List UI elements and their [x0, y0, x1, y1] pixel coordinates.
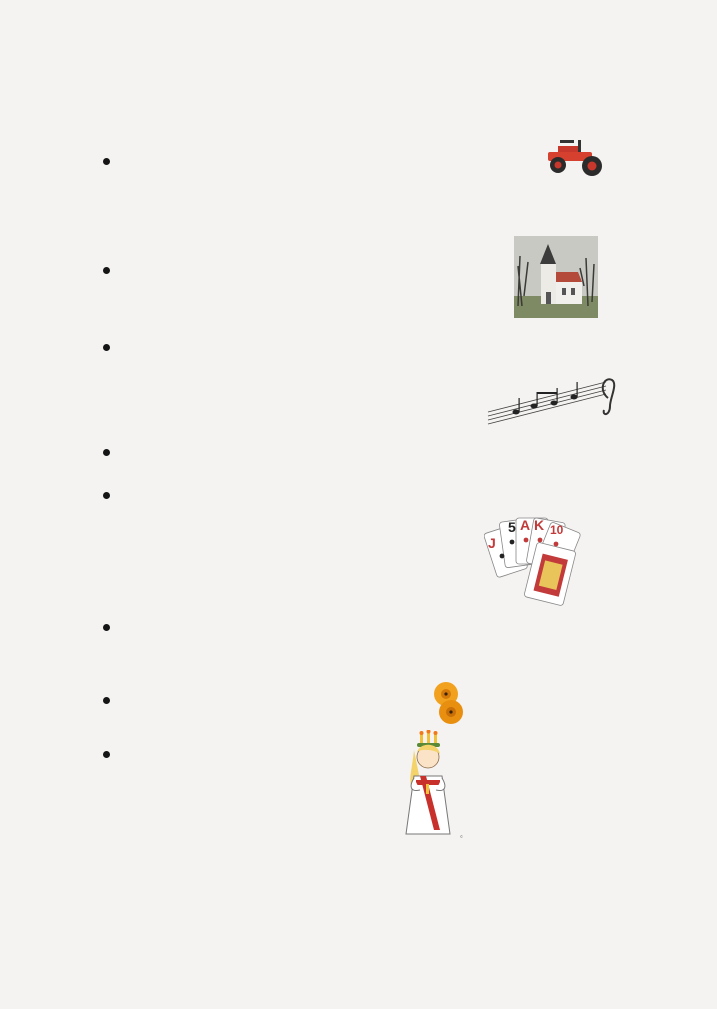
card-k: K	[534, 517, 545, 533]
bullet	[103, 449, 110, 456]
bullet	[103, 624, 110, 631]
svg-text:©: ©	[460, 834, 463, 839]
church-icon	[514, 236, 598, 318]
bullet	[103, 697, 110, 704]
playing-cards-icon	[484, 512, 588, 612]
card-10: 10	[550, 523, 564, 537]
bullet	[103, 492, 110, 499]
tractor-icon	[544, 136, 606, 176]
leaf-border-left	[14, 55, 66, 950]
music-notes-icon	[486, 372, 624, 430]
bullet	[103, 344, 110, 351]
bullet	[103, 751, 110, 758]
card-a: A	[520, 517, 531, 533]
bullet	[103, 158, 110, 165]
lucia-icon	[390, 730, 474, 842]
bullet	[103, 267, 110, 274]
leaf-border-bottom	[18, 945, 699, 997]
leaf-border-right	[652, 55, 704, 950]
saffron-bun-icon	[426, 680, 470, 726]
leaf-border-top	[18, 14, 699, 62]
card-j: J	[488, 535, 496, 551]
card-5: 5	[508, 519, 516, 535]
